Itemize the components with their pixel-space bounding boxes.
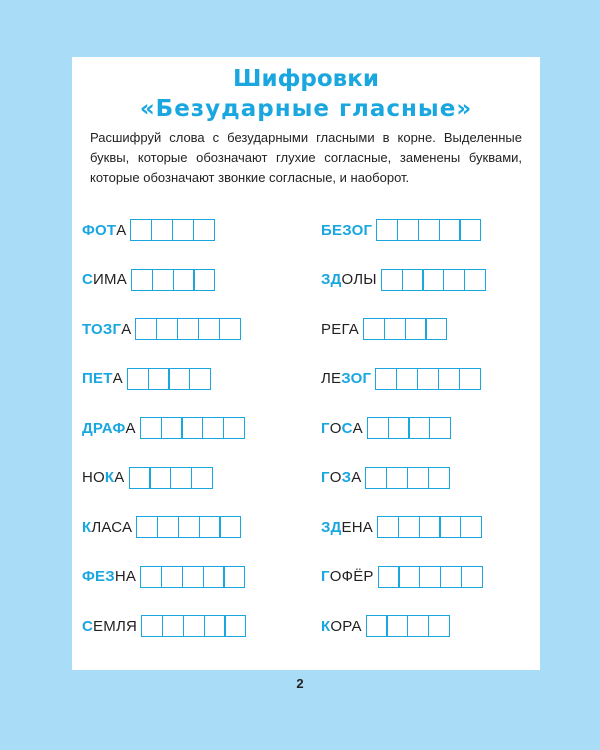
cipher-row (321, 267, 486, 293)
answer-cell[interactable] (224, 615, 246, 637)
answer-boxes (136, 516, 241, 538)
cipher-row (321, 613, 450, 639)
answer-boxes (127, 368, 211, 390)
answer-boxes (367, 417, 451, 439)
answer-cell[interactable] (170, 467, 192, 489)
answer-cell[interactable] (157, 516, 179, 538)
answer-cell[interactable] (178, 516, 200, 538)
answer-cell[interactable] (443, 269, 465, 291)
cipher-word: КЛАСА (82, 518, 133, 536)
cipher-row (82, 316, 241, 342)
answer-cell[interactable] (384, 318, 406, 340)
answer-boxes (365, 467, 449, 489)
answer-cell[interactable] (440, 566, 462, 588)
answer-cell[interactable] (419, 516, 441, 538)
cipher-word: ПЕТА (82, 370, 123, 387)
answer-cell[interactable] (429, 417, 451, 439)
answer-cell[interactable] (223, 566, 245, 588)
answer-cell[interactable] (464, 269, 486, 291)
instruction-text: Расшифруй слова с безударными гласными в корне. Выделенные буквы, которые обозначают глухие согласные, заменены буквами, которые обозначают звонкие согласные, и наоборот. (90, 130, 522, 185)
answer-cell[interactable] (161, 566, 183, 588)
cipher-word: БЕЗОГ (321, 221, 373, 239)
cipher-row (321, 514, 482, 540)
answer-cell[interactable] (388, 417, 410, 439)
cipher-row (82, 613, 246, 639)
page-title: Шифровки (233, 66, 379, 92)
answer-cell[interactable] (396, 368, 418, 390)
cipher-word: ГОФЁР (321, 568, 374, 585)
answer-cell[interactable] (398, 516, 420, 538)
answer-cell[interactable] (378, 566, 400, 588)
answer-cell[interactable] (376, 219, 398, 241)
answer-cell[interactable] (407, 467, 429, 489)
answer-cell[interactable] (405, 318, 427, 340)
answer-boxes (377, 516, 482, 538)
answer-cell[interactable] (193, 219, 215, 241)
answer-boxes (381, 269, 486, 291)
cipher-word: ФОТА (82, 221, 127, 239)
answer-cell[interactable] (398, 566, 420, 588)
cipher-word: СЕМЛЯ (82, 617, 138, 635)
answer-cell[interactable] (177, 318, 199, 340)
answer-cell[interactable] (127, 368, 149, 390)
answer-boxes (375, 368, 480, 390)
cipher-word: РЕГА (321, 320, 359, 338)
answer-cell[interactable] (422, 269, 444, 291)
answer-boxes (366, 615, 450, 637)
answer-cell[interactable] (181, 417, 203, 439)
answer-cell[interactable] (386, 467, 408, 489)
answer-cell[interactable] (151, 219, 173, 241)
answer-cell[interactable] (162, 615, 184, 637)
cipher-row (321, 415, 451, 441)
cipher-word: ЛЕЗОГ (321, 370, 372, 387)
cipher-word: ТОЗГА (82, 320, 132, 338)
answer-cell[interactable] (172, 219, 194, 241)
answer-cell[interactable] (156, 318, 178, 340)
answer-cell[interactable] (136, 516, 158, 538)
answer-cell[interactable] (439, 219, 461, 241)
answer-cell[interactable] (428, 615, 450, 637)
answer-cell[interactable] (365, 467, 387, 489)
answer-cell[interactable] (140, 417, 162, 439)
cipher-word: КОРА (321, 617, 362, 635)
cipher-row (321, 366, 481, 392)
answer-cell[interactable] (461, 566, 483, 588)
answer-cell[interactable] (419, 566, 441, 588)
answer-cell[interactable] (459, 368, 481, 390)
answer-boxes (135, 318, 240, 340)
answer-cell[interactable] (203, 566, 225, 588)
cipher-row (321, 316, 447, 342)
page-subtitle: «Безударные гласные» (139, 96, 473, 122)
answer-cell[interactable] (408, 417, 430, 439)
cipher-row (82, 415, 245, 441)
answer-cell[interactable] (402, 269, 424, 291)
answer-cell[interactable] (366, 615, 388, 637)
answer-boxes (376, 219, 481, 241)
cipher-row (82, 217, 215, 243)
answer-cell[interactable] (130, 219, 152, 241)
cipher-word: ФЕЗНА (82, 568, 137, 585)
answer-cell[interactable] (367, 417, 389, 439)
answer-boxes (378, 566, 483, 588)
cipher-word: ЗДОЛЫ (321, 271, 377, 288)
answer-cell[interactable] (141, 615, 163, 637)
answer-cell[interactable] (363, 318, 385, 340)
answer-cell[interactable] (459, 219, 481, 241)
answer-boxes (130, 219, 214, 241)
answer-cell[interactable] (149, 467, 171, 489)
answer-cell[interactable] (425, 318, 447, 340)
answer-cell[interactable] (161, 417, 183, 439)
answer-cell[interactable] (183, 615, 205, 637)
answer-cell[interactable] (428, 467, 450, 489)
answer-cell[interactable] (407, 615, 429, 637)
answer-cell[interactable] (168, 368, 190, 390)
cipher-word: ЗДЕНА (321, 518, 373, 536)
answer-cell[interactable] (202, 417, 224, 439)
answer-cell[interactable] (223, 417, 245, 439)
answer-cell[interactable] (204, 615, 226, 637)
answer-boxes (363, 318, 447, 340)
answer-cell[interactable] (439, 516, 461, 538)
cipher-row (321, 465, 450, 491)
cipher-word: ДРАФА (82, 419, 136, 437)
answer-cell[interactable] (191, 467, 213, 489)
answer-cell[interactable] (377, 516, 399, 538)
cipher-row (82, 465, 213, 491)
cipher-row (82, 366, 211, 392)
cipher-row (321, 564, 483, 590)
answer-boxes (140, 417, 245, 439)
answer-cell[interactable] (418, 219, 440, 241)
answer-cell[interactable] (417, 368, 439, 390)
answer-cell[interactable] (219, 318, 241, 340)
answer-cell[interactable] (182, 566, 204, 588)
answer-cell[interactable] (198, 318, 220, 340)
answer-cell[interactable] (131, 269, 153, 291)
answer-cell[interactable] (129, 467, 151, 489)
answer-cell[interactable] (135, 318, 157, 340)
answer-cell[interactable] (140, 566, 162, 588)
cipher-row (82, 514, 241, 540)
answer-cell[interactable] (148, 368, 170, 390)
answer-cell[interactable] (381, 269, 403, 291)
answer-boxes (140, 566, 245, 588)
cipher-row (82, 267, 215, 293)
answer-cell[interactable] (199, 516, 221, 538)
cipher-word: НОКА (82, 469, 125, 486)
answer-boxes (141, 615, 246, 637)
answer-cell[interactable] (386, 615, 408, 637)
answer-cell[interactable] (152, 269, 174, 291)
answer-cell[interactable] (460, 516, 482, 538)
answer-cell[interactable] (397, 219, 419, 241)
answer-cell[interactable] (189, 368, 211, 390)
answer-cell[interactable] (193, 269, 215, 291)
cipher-row (82, 564, 245, 590)
answer-cell[interactable] (219, 516, 241, 538)
page-number: 2 (296, 676, 304, 691)
answer-boxes (131, 269, 215, 291)
cipher-row (321, 217, 481, 243)
cipher-word: ГОЗА (321, 469, 362, 486)
cipher-word: СИМА (82, 271, 127, 288)
cipher-word: ГОСА (321, 419, 363, 437)
answer-cell[interactable] (173, 269, 195, 291)
answer-boxes (129, 467, 213, 489)
answer-cell[interactable] (438, 368, 460, 390)
answer-cell[interactable] (375, 368, 397, 390)
